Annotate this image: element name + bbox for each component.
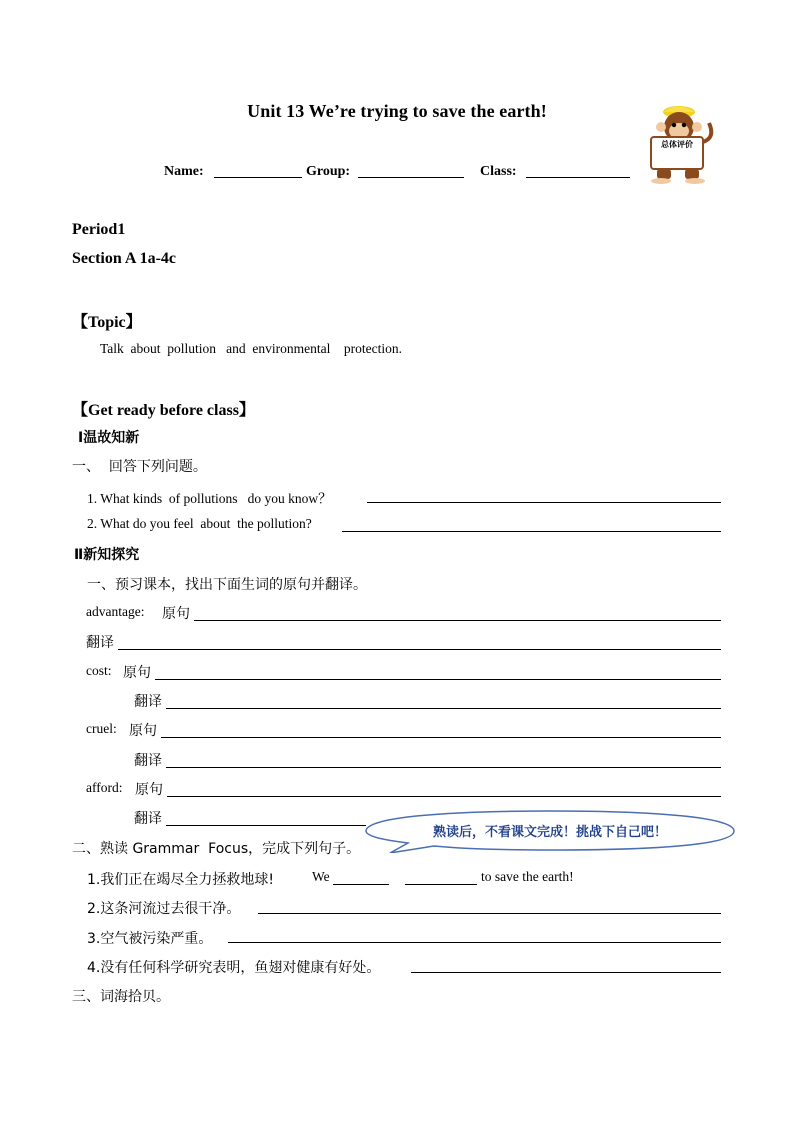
vocab-afford-orig-label: 原句 bbox=[135, 782, 163, 798]
vocab-cruel-trans-label: 翻译 bbox=[134, 753, 162, 769]
topic-heading: 【Topic】 bbox=[72, 314, 142, 331]
explore-subtitle: 一、预习课本，找出下面生词的原句并翻译。 bbox=[87, 577, 367, 593]
monkey-evaluation-icon bbox=[639, 103, 719, 185]
sentence-4-cn: 4.没有任何科学研究表明，鱼翅对健康有好处。 bbox=[87, 960, 381, 976]
vocab-cost-trans-label: 翻译 bbox=[134, 694, 162, 710]
class-label: Class: bbox=[480, 164, 517, 179]
sentence-4-line[interactable] bbox=[411, 972, 721, 973]
question-2: 2. What do you feel about the pollution? bbox=[87, 516, 312, 531]
group-blank[interactable] bbox=[358, 164, 464, 183]
vocab-advantage-trans-label: 翻译 bbox=[86, 635, 114, 651]
vocab-collection-heading: 三、词海拾贝。 bbox=[72, 989, 170, 1005]
vocab-afford: afford: bbox=[86, 780, 123, 795]
vocab-cost-orig-line[interactable] bbox=[155, 679, 721, 680]
sentence-3-cn: 3.空气被污染严重。 bbox=[87, 931, 213, 947]
vocab-cruel: cruel: bbox=[86, 721, 117, 736]
grammar-heading: 二、熟读 Grammar Focus，完成下列句子。 bbox=[72, 841, 361, 857]
challenge-callout bbox=[364, 809, 736, 853]
sentence-2-cn: 2.这条河流过去很干净。 bbox=[87, 901, 241, 917]
answer-line-2[interactable] bbox=[342, 531, 721, 532]
sentence-1-en-start: We bbox=[312, 869, 330, 884]
question-1: 1. What kinds of pollutions do you know？ bbox=[87, 491, 332, 506]
name-label: Name: bbox=[164, 164, 204, 179]
vocab-afford-trans-line[interactable] bbox=[166, 825, 366, 826]
answer-line-1[interactable] bbox=[367, 502, 721, 503]
period-label: Period1 bbox=[72, 221, 126, 238]
vocab-advantage: advantage: bbox=[86, 604, 145, 619]
vocab-advantage-trans-line[interactable] bbox=[118, 649, 721, 650]
name-blank[interactable] bbox=[214, 164, 302, 183]
section-label: Section A 1a-4c bbox=[72, 250, 176, 267]
vocab-cost: cost: bbox=[86, 663, 112, 678]
vocab-cruel-orig-label: 原句 bbox=[129, 723, 157, 739]
vocab-advantage-orig-label: 原句 bbox=[162, 606, 190, 622]
sentence-1-en-end: to save the earth! bbox=[481, 869, 574, 884]
vocab-cruel-trans-line[interactable] bbox=[166, 767, 721, 768]
page-title: Unit 13 We’re trying to save the earth! bbox=[247, 101, 547, 121]
ready-heading: 【Get ready before class】 bbox=[72, 402, 255, 419]
sentence-1-blank-2[interactable] bbox=[405, 884, 477, 885]
badge-text: 总体评价 bbox=[661, 140, 693, 149]
class-blank[interactable] bbox=[526, 164, 630, 183]
sentence-1-cn: 1.我们正在竭尽全力拯救地球! bbox=[87, 872, 274, 888]
vocab-cost-trans-line[interactable] bbox=[166, 708, 721, 709]
vocab-advantage-orig-line[interactable] bbox=[194, 620, 721, 621]
vocab-afford-trans-label: 翻译 bbox=[134, 811, 162, 827]
vocab-afford-orig-line[interactable] bbox=[167, 796, 721, 797]
vocab-cost-orig-label: 原句 bbox=[123, 665, 151, 681]
sentence-3-line[interactable] bbox=[228, 942, 721, 943]
sentence-2-line[interactable] bbox=[258, 913, 721, 914]
group-label: Group: bbox=[306, 164, 351, 179]
review-subtitle: 一、 回答下列问题。 bbox=[72, 459, 207, 475]
sentence-1-blank-1[interactable] bbox=[333, 884, 389, 885]
callout-text: 熟读后，不看课文完成！挑战下自己吧！ bbox=[432, 825, 668, 840]
review-title: Ⅰ温故知新 bbox=[78, 430, 140, 446]
explore-title: Ⅱ新知探究 bbox=[74, 547, 140, 563]
topic-text: Talk about pollution and environmental protection. bbox=[100, 341, 402, 356]
vocab-cruel-orig-line[interactable] bbox=[161, 737, 721, 738]
